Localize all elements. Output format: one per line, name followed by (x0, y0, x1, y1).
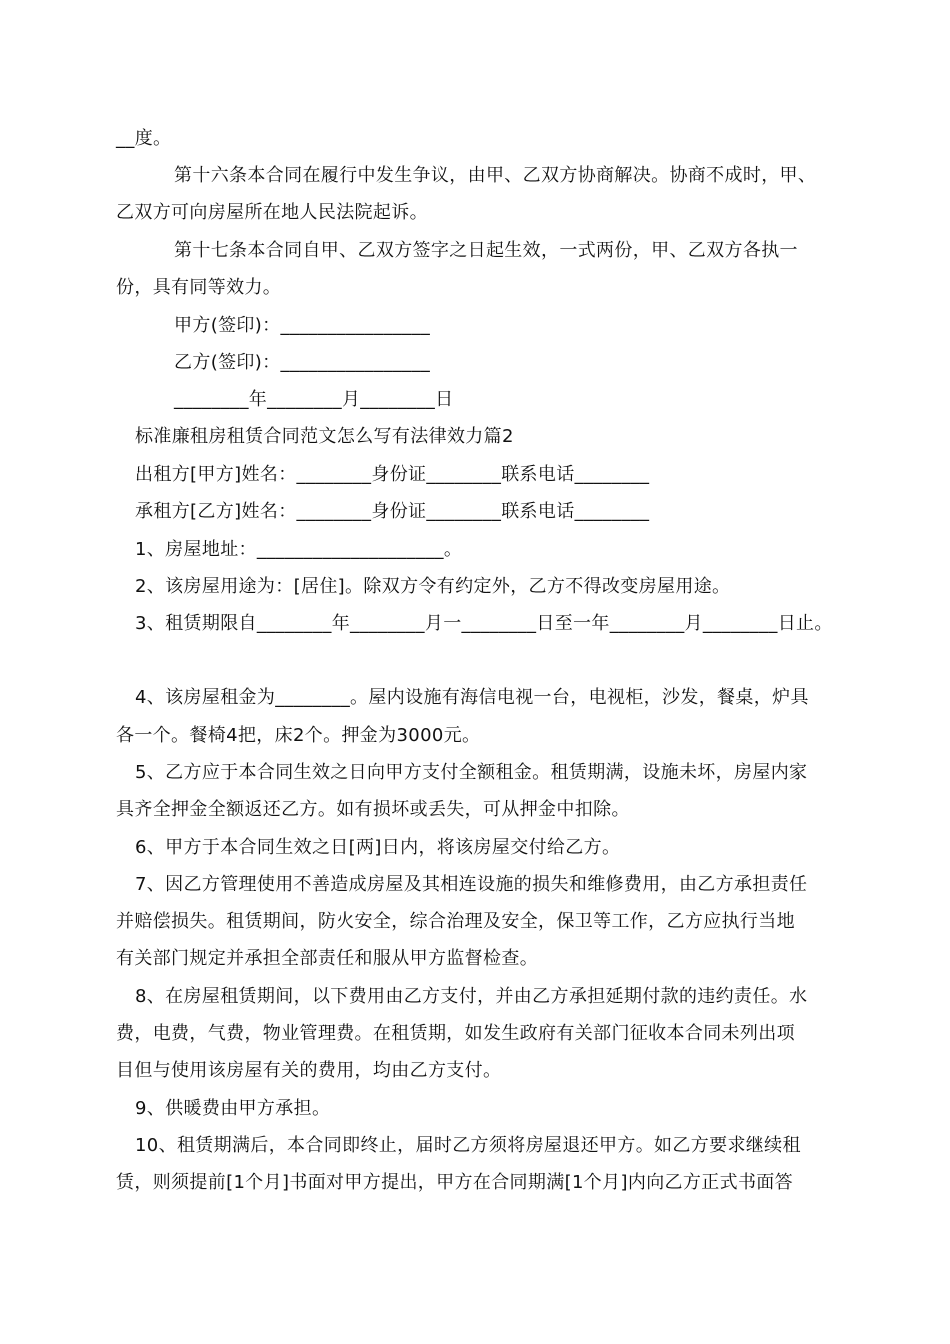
item-8-line-2: 费，电费，气费，物业管理费。在租赁期，如发生政府有关部门征收本合同未列出项 (116, 1023, 795, 1044)
item-8-line-3: 目但与使用该房屋有关的费用，均由乙方支付。 (116, 1060, 502, 1081)
item-8-line-1: 8、在房屋租赁期间，以下费用由乙方支付，并由乙方承担延期付款的违约责任。水 (135, 986, 808, 1007)
item-9: 9、供暖费由甲方承担。 (135, 1098, 331, 1119)
clause-16-line-2: 乙双方可向房屋所在地人民法院起诉。 (116, 202, 428, 223)
lessee-info: 承租方[乙方]姓名：________身份证________联系电话________ (135, 501, 650, 522)
text-line: __度。 (116, 128, 172, 149)
item-7-line-2: 并赔偿损失。租赁期间，防火安全，综合治理及安全，保卫等工作，乙方应执行当地 (116, 911, 795, 932)
item-10-line-2: 赁，则须提前[1个月]书面对甲方提出，甲方在合同期满[1个月]内向乙方正式书面答 (116, 1172, 793, 1193)
item-2: 2、该房屋用途为：[居住]。除双方令有约定外，乙方不得改变房屋用途。 (135, 576, 731, 597)
party-b-signature: 乙方(签印)：________________ (174, 352, 431, 373)
item-4-line-2: 各一个。餐椅4把，床2个。押金为3000元。 (116, 725, 481, 746)
item-6: 6、甲方于本合同生效之日[两]日内，将该房屋交付给乙方。 (135, 837, 621, 858)
item-4-line-1: 4、该房屋租金为________。屋内设施有海信电视一台，电视柜，沙发，餐桌，炉具 (135, 687, 809, 708)
item-7-line-1: 7、因乙方管理使用不善造成房屋及其相连设施的损失和维修费用，由乙方承担责任 (135, 874, 808, 895)
item-5-line-1: 5、乙方应于本合同生效之日向甲方支付全额租金。租赁期满，设施未坏，房屋内家 (135, 762, 808, 783)
item-7-line-3: 有关部门规定并承担全部责任和服从甲方监督检查。 (116, 948, 539, 969)
item-5-line-2: 具齐全押金全额返还乙方。如有损坏或丢失，可从押金中扣除。 (116, 799, 630, 820)
clause-17-line-2: 份，具有同等效力。 (116, 277, 282, 298)
party-a-signature: 甲方(签印)：________________ (174, 315, 431, 336)
clause-17-line-1: 第十七条本合同自甲、乙双方签字之日起生效，一式两份，甲、乙双方各执一 (174, 240, 798, 261)
item-1: 1、房屋地址：____________________。 (135, 539, 463, 560)
item-10-line-1: 10、租赁期满后，本合同即终止，届时乙方须将房屋退还甲方。如乙方要求继续租 (135, 1135, 801, 1156)
clause-16-line-1: 第十六条本合同在履行中发生争议，由甲、乙双方协商解决。协商不成时，甲、 (174, 165, 817, 186)
section-title: 标准廉租房租赁合同范文怎么写有法律效力篇2 (135, 426, 514, 447)
lessor-info: 出租方[甲方]姓名：________身份证________联系电话________ (135, 464, 650, 485)
signature-date: ________年________月________日 (174, 389, 454, 410)
item-3: 3、租赁期限自________年________月一________日至一年________月________日止。 (135, 613, 833, 634)
